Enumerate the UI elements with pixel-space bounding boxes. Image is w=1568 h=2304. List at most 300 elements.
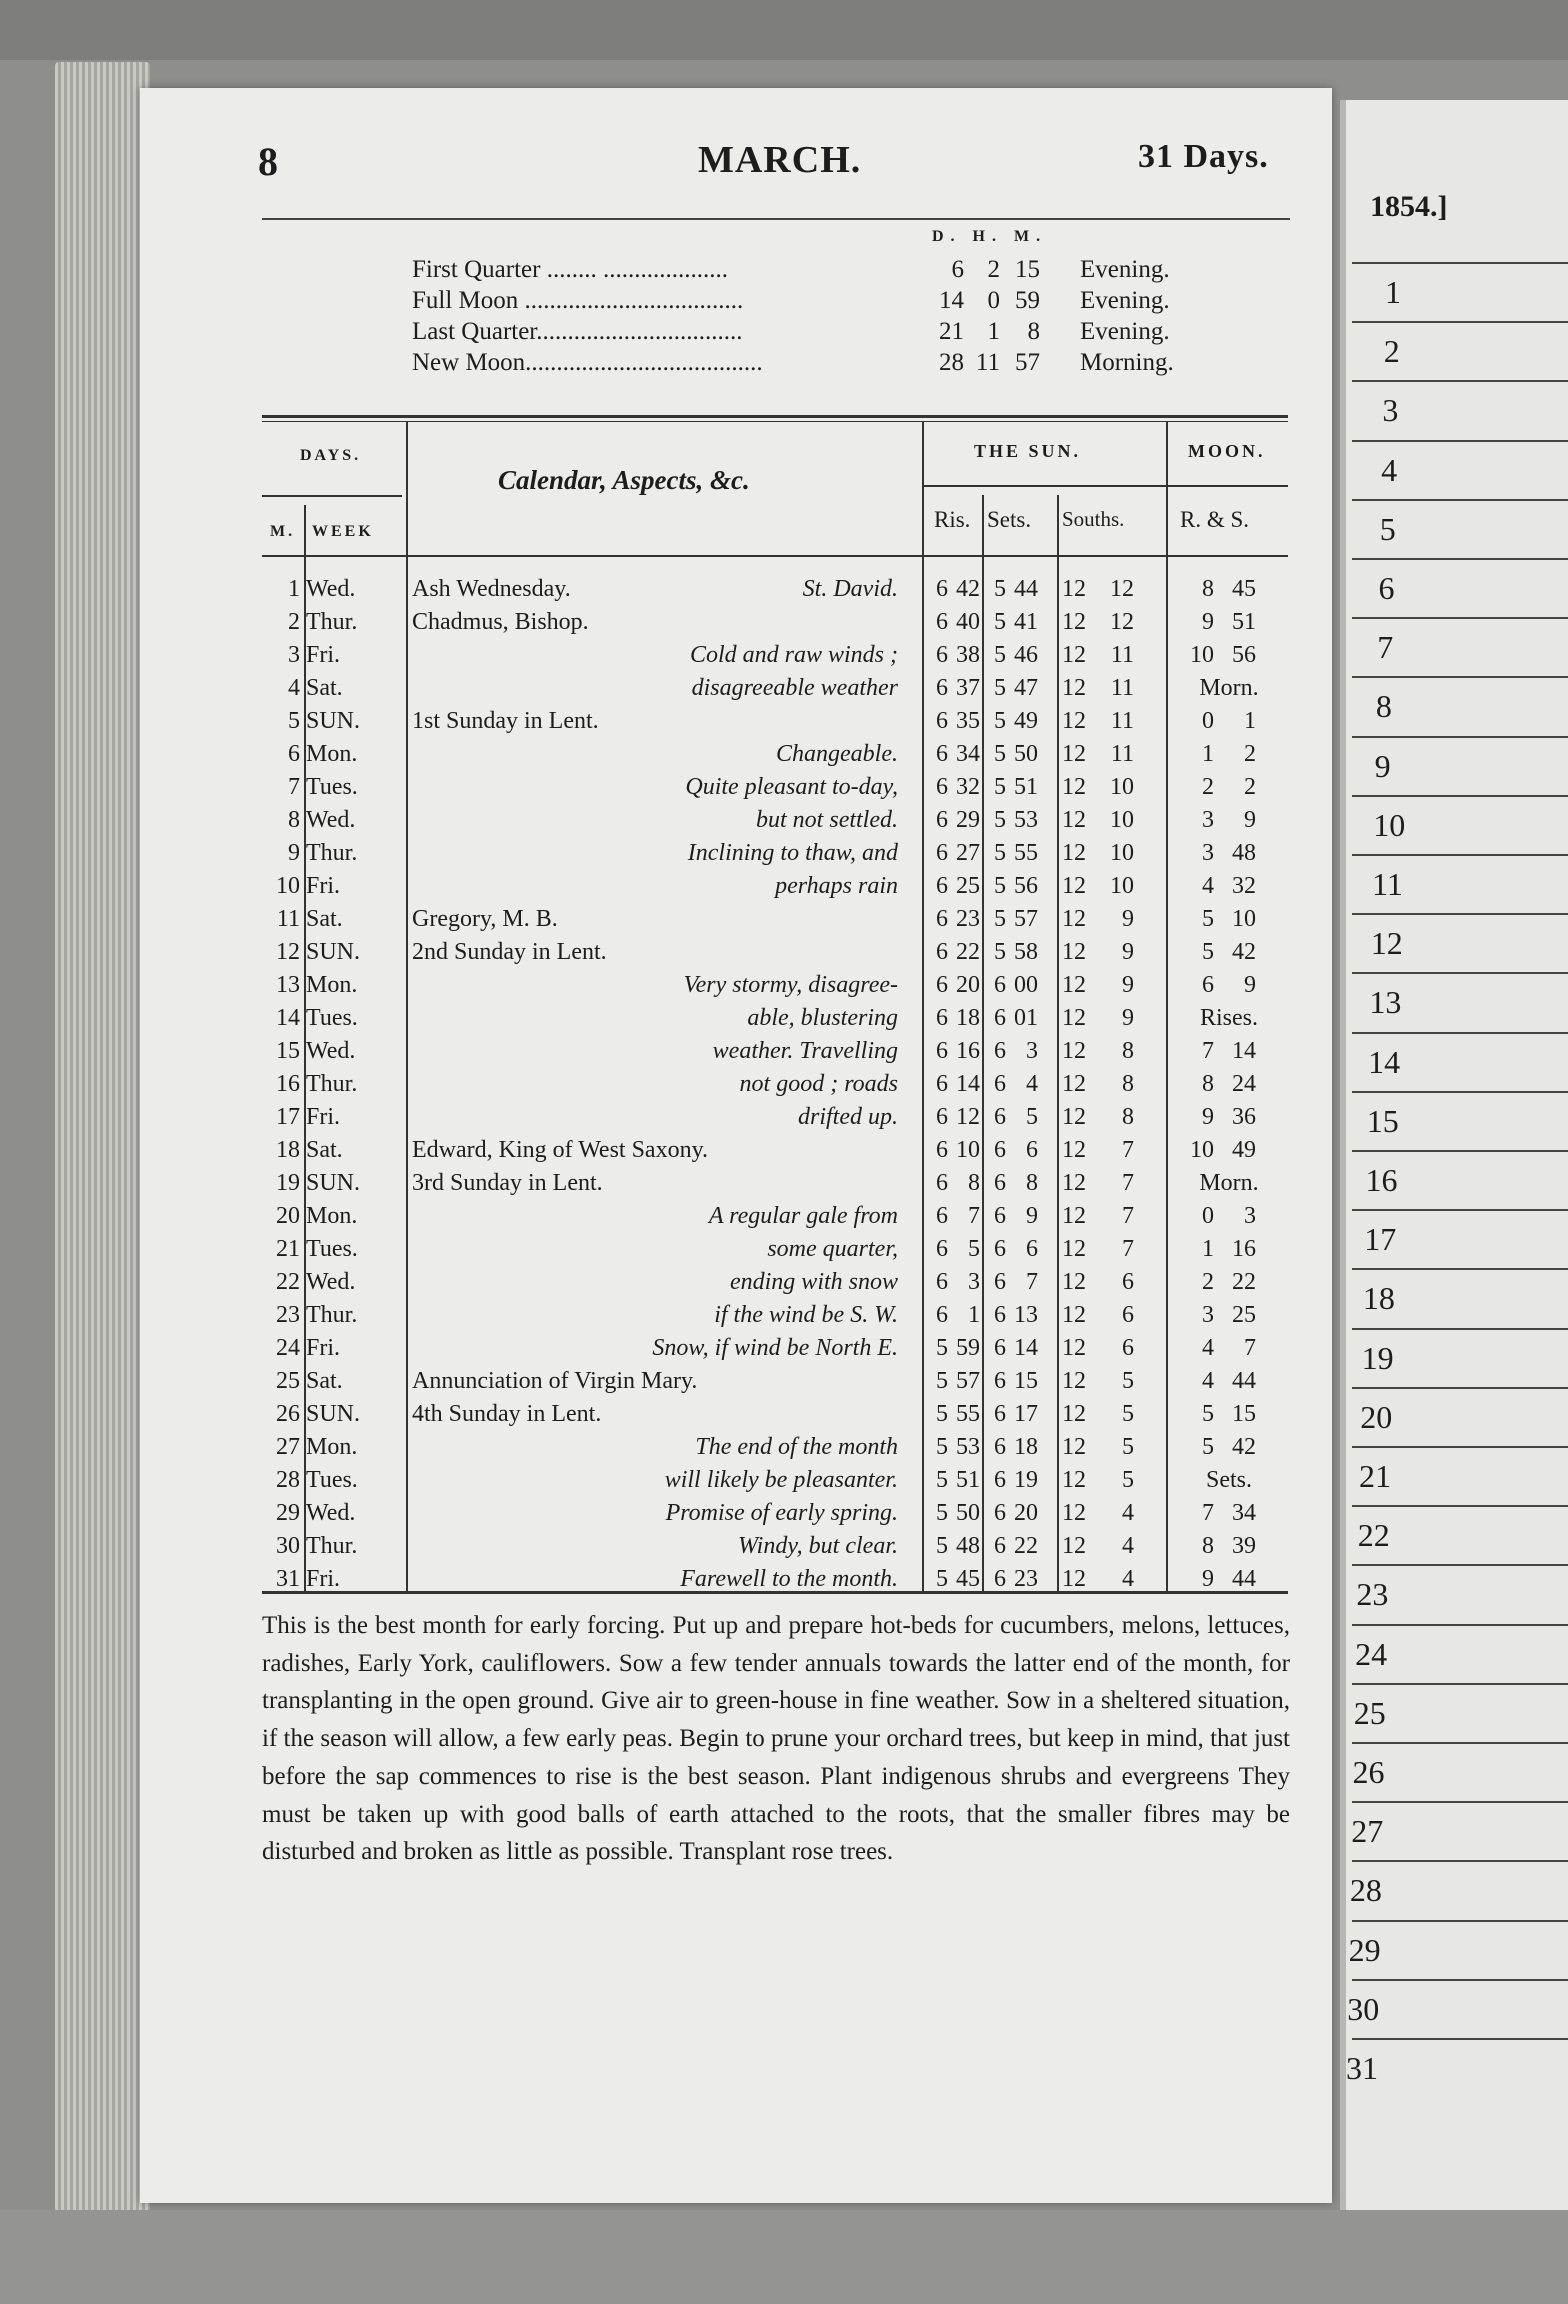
phase-time: Evening. <box>1080 256 1170 283</box>
phase-row <box>412 287 1232 319</box>
phase-minute: 59 <box>1015 287 1040 314</box>
weekday: Mon. <box>306 741 358 767</box>
sunset-hour: 6 <box>994 1401 1006 1427</box>
phase-hour: 0 <box>987 287 1000 314</box>
facing-page-rule <box>1352 1446 1568 1448</box>
sunrise-hour: 5 <box>936 1434 948 1460</box>
weather-note: drifted up. <box>798 1104 898 1130</box>
facing-page-day-number: 27 <box>1351 1813 1384 1850</box>
sunset-hour: 6 <box>994 1104 1006 1130</box>
facing-page-rule <box>1352 795 1568 797</box>
day-of-month: 29 <box>276 1500 300 1526</box>
calendar-row <box>262 1299 1288 1332</box>
souths-minute: 7 <box>1122 1137 1134 1163</box>
souths-minute: 10 <box>1110 774 1134 800</box>
weekday: Sat. <box>306 1368 343 1394</box>
phase-hour: 2 <box>987 256 1000 283</box>
days-header: DAYS. <box>300 447 362 464</box>
souths-hour: 12 <box>1062 774 1086 800</box>
facing-page-rule <box>1352 1032 1568 1034</box>
sunrise-minute: 27 <box>956 840 980 866</box>
sunrise-hour: 6 <box>936 576 948 602</box>
weekday: Fri. <box>306 1104 341 1130</box>
moon-hour: 5 <box>1202 906 1214 932</box>
calendar-row <box>262 771 1288 804</box>
day-of-month: 18 <box>276 1137 300 1163</box>
calendar-row <box>262 1398 1288 1431</box>
facing-page-day-number: 26 <box>1352 1754 1385 1790</box>
weather-note: Promise of early spring. <box>665 1500 898 1526</box>
souths-minute: 7 <box>1122 1236 1134 1262</box>
table-top-rule-thin <box>262 421 1288 422</box>
calendar-entry: Ash Wednesday. <box>412 576 571 602</box>
sunset-minute: 58 <box>1014 939 1038 965</box>
facing-page-rule <box>1352 1387 1568 1389</box>
moon-minute: 34 <box>1232 1500 1256 1526</box>
facing-page-rule <box>1352 913 1568 915</box>
moon-hour: 8 <box>1202 1533 1214 1559</box>
calendar-entry: 4th Sunday in Lent. <box>412 1401 602 1427</box>
weekday: Wed. <box>306 1038 356 1064</box>
souths-minute: 9 <box>1122 1005 1134 1031</box>
moon-hour: 2 <box>1202 1269 1214 1295</box>
facing-page-rule <box>1352 1979 1568 1981</box>
sunset-minute: 4 <box>1026 1071 1038 1097</box>
phase-row <box>412 318 1232 350</box>
souths-hour: 12 <box>1062 708 1086 734</box>
sunrise-hour: 5 <box>936 1368 948 1394</box>
sunset-hour: 5 <box>994 675 1006 701</box>
sunset-minute: 00 <box>1014 972 1038 998</box>
phase-name: First Quarter ........ .................... <box>412 256 728 283</box>
sunset-hour: 6 <box>994 1434 1006 1460</box>
facing-page-day-number: 18 <box>1362 1280 1395 1317</box>
souths-minute: 8 <box>1122 1071 1134 1097</box>
day-of-month: 5 <box>288 708 300 734</box>
facing-page-day-number: 13 <box>1369 984 1402 1021</box>
sunrise-hour: 5 <box>936 1533 948 1559</box>
calendar-entry: Gregory, M. B. <box>412 906 558 932</box>
facing-page-rule <box>1352 1683 1568 1685</box>
day-of-month: 26 <box>276 1401 300 1427</box>
page-number: 8 <box>258 139 278 184</box>
moon-minute: 9 <box>1244 972 1256 998</box>
weather-note: if the wind be S. W. <box>714 1302 898 1328</box>
sunset-minute: 55 <box>1014 840 1038 866</box>
moon-minute: 42 <box>1232 939 1256 965</box>
sunrise-minute: 3 <box>968 1269 980 1295</box>
calendar-row <box>262 837 1288 870</box>
sunset-hour: 6 <box>994 1038 1006 1064</box>
calendar-row <box>262 1233 1288 1266</box>
sunset-minute: 8 <box>1026 1170 1038 1196</box>
sunset-minute: 6 <box>1026 1137 1038 1163</box>
phase-hour: 11 <box>975 349 1000 376</box>
weather-note: Snow, if wind be North E. <box>652 1335 898 1361</box>
sunset-minute: 44 <box>1014 576 1038 602</box>
moon-minute: 44 <box>1232 1368 1256 1394</box>
sunrise-minute: 53 <box>956 1434 980 1460</box>
sunset-minute: 14 <box>1014 1335 1038 1361</box>
calendar-row <box>262 1167 1288 1200</box>
sunset-minute: 50 <box>1014 741 1038 767</box>
moon-hour: 0 <box>1202 708 1214 734</box>
weekday-header: WEEK <box>312 523 374 540</box>
sunrise-minute: 51 <box>956 1467 980 1493</box>
sunset-hour: 6 <box>994 1170 1006 1196</box>
calendar-row <box>262 1200 1288 1233</box>
facing-page-rule <box>1352 736 1568 738</box>
souths-minute: 10 <box>1110 807 1134 833</box>
sunrise-minute: 1 <box>968 1302 980 1328</box>
souths-hour: 12 <box>1062 972 1086 998</box>
souths-header: Souths. <box>1062 507 1125 531</box>
facing-page-rule <box>1352 2038 1568 2040</box>
weekday: Fri. <box>306 1566 341 1592</box>
phase-day: 28 <box>939 349 964 376</box>
souths-hour: 12 <box>1062 1104 1086 1130</box>
day-of-month: 2 <box>288 609 300 635</box>
weather-note: perhaps rain <box>775 873 898 899</box>
day-of-month: 13 <box>276 972 300 998</box>
calendar-entry: Chadmus, Bishop. <box>412 609 589 635</box>
moon-hour: 0 <box>1202 1203 1214 1229</box>
day-of-month: 25 <box>276 1368 300 1394</box>
sunset-hour: 6 <box>994 1566 1006 1592</box>
moon-hour: 3 <box>1202 840 1214 866</box>
souths-hour: 12 <box>1062 1467 1086 1493</box>
sunset-minute: 15 <box>1014 1368 1038 1394</box>
sunset-hour: 5 <box>994 774 1006 800</box>
souths-hour: 12 <box>1062 807 1086 833</box>
calendar-row <box>262 1002 1288 1035</box>
phase-hour: 1 <box>987 318 1000 345</box>
day-of-month: 10 <box>276 873 300 899</box>
day-of-month: 3 <box>288 642 300 668</box>
weekday: Sat. <box>306 1137 343 1163</box>
moon-minute: 1 <box>1244 708 1256 734</box>
table-top-rule <box>262 415 1288 418</box>
moon-minute: 7 <box>1244 1335 1256 1361</box>
day-of-month: 21 <box>276 1236 300 1262</box>
sunrise-hour: 6 <box>936 774 948 800</box>
facing-page-day-number: 11 <box>1372 866 1403 902</box>
calendar-row <box>262 870 1288 903</box>
sunset-minute: 3 <box>1026 1038 1038 1064</box>
facing-page-rule <box>1352 676 1568 678</box>
moon-minute: 42 <box>1232 1434 1256 1460</box>
sunset-hour: 5 <box>994 642 1006 668</box>
sunset-minute: 51 <box>1014 774 1038 800</box>
facing-page-day-number: 21 <box>1359 1458 1391 1494</box>
souths-hour: 12 <box>1062 642 1086 668</box>
sunset-hour: 6 <box>994 1500 1006 1526</box>
sunset-minute: 6 <box>1026 1236 1038 1262</box>
weather-note: able, blustering <box>747 1005 898 1031</box>
moon-hour: 5 <box>1202 939 1214 965</box>
weather-note: Farewell to the month. <box>680 1566 898 1592</box>
sunset-hour: 6 <box>994 1071 1006 1097</box>
facing-page-rule <box>1352 972 1568 974</box>
souths-hour: 12 <box>1062 1533 1086 1559</box>
calendar-row <box>262 903 1288 936</box>
sunset-minute: 23 <box>1014 1566 1038 1592</box>
souths-minute: 9 <box>1122 906 1134 932</box>
facing-page-rule <box>1352 380 1568 382</box>
sun-header: THE SUN. <box>974 441 1082 461</box>
sunrise-hour: 6 <box>936 1236 948 1262</box>
weather-note: Changeable. <box>776 741 898 767</box>
sunrise-minute: 8 <box>968 1170 980 1196</box>
sunrise-minute: 10 <box>956 1137 980 1163</box>
weekday: Thur. <box>306 609 358 635</box>
facing-page-day-number: 14 <box>1368 1043 1401 1080</box>
facing-page-rule <box>1352 1742 1568 1744</box>
facing-page-rule <box>1352 854 1568 856</box>
weekday: Tues. <box>306 1005 358 1031</box>
moon-minute: 16 <box>1232 1236 1256 1262</box>
sunrise-minute: 20 <box>956 972 980 998</box>
weekday: Sat. <box>306 906 343 932</box>
sunset-minute: 22 <box>1014 1533 1038 1559</box>
weekday: Wed. <box>306 1269 356 1295</box>
calendar-entry: 1st Sunday in Lent. <box>412 708 599 734</box>
sunset-minute: 5 <box>1026 1104 1038 1130</box>
facing-page-rule <box>1352 1209 1568 1211</box>
weather-note: Quite pleasant to-day, <box>685 774 898 800</box>
weather-note: but not settled. <box>756 807 898 833</box>
moon-minute: 36 <box>1232 1104 1256 1130</box>
sunset-hour: 6 <box>994 1335 1006 1361</box>
souths-hour: 12 <box>1062 1005 1086 1031</box>
day-of-month: 20 <box>276 1203 300 1229</box>
sunrise-hour: 6 <box>936 1038 948 1064</box>
phase-row <box>412 349 1232 381</box>
souths-minute: 5 <box>1122 1368 1134 1394</box>
moon-minute: 25 <box>1232 1302 1256 1328</box>
sunrise-hour: 6 <box>936 939 948 965</box>
souths-minute: 11 <box>1110 642 1134 668</box>
day-of-month: 12 <box>276 939 300 965</box>
souths-minute: 4 <box>1122 1566 1134 1592</box>
sunrise-header: Ris. <box>934 507 971 532</box>
day-of-month: 4 <box>288 675 300 701</box>
sunset-minute: 17 <box>1014 1401 1038 1427</box>
calendar-aspects-header: Calendar, Aspects, &c. <box>498 465 750 495</box>
facing-page-rule <box>1352 262 1568 264</box>
sunrise-hour: 6 <box>936 1203 948 1229</box>
calendar-row <box>262 573 1288 606</box>
facing-page-day-number: 16 <box>1365 1162 1398 1198</box>
day-of-month: 30 <box>276 1533 300 1559</box>
sunrise-hour: 6 <box>936 642 948 668</box>
souths-minute: 5 <box>1122 1401 1134 1427</box>
phase-time: Morning. <box>1080 349 1174 376</box>
calendar-row <box>262 1068 1288 1101</box>
moon-minute: 24 <box>1232 1071 1256 1097</box>
souths-hour: 12 <box>1062 609 1086 635</box>
sunrise-hour: 6 <box>936 906 948 932</box>
sunrise-hour: 6 <box>936 807 948 833</box>
souths-hour: 12 <box>1062 675 1086 701</box>
sunrise-hour: 6 <box>936 1071 948 1097</box>
calendar-row <box>262 738 1288 771</box>
sunset-hour: 6 <box>994 1269 1006 1295</box>
weather-note: weather. Travelling <box>712 1038 898 1064</box>
facing-page-day-number: 30 <box>1347 1990 1380 2027</box>
sunset-minute: 47 <box>1014 675 1038 701</box>
sunrise-minute: 22 <box>956 939 980 965</box>
sunrise-hour: 6 <box>936 609 948 635</box>
sunrise-minute: 14 <box>956 1071 980 1097</box>
moon-hour: 8 <box>1202 1071 1214 1097</box>
sunrise-hour: 5 <box>936 1401 948 1427</box>
facing-page-rule <box>1352 1801 1568 1803</box>
facing-page-day-number: 12 <box>1370 925 1403 962</box>
moon-hour: 4 <box>1202 1335 1214 1361</box>
moon-minute: 9 <box>1244 807 1256 833</box>
sunrise-hour: 6 <box>936 708 948 734</box>
day-of-month: 11 <box>276 906 300 932</box>
sunset-minute: 01 <box>1014 1005 1038 1031</box>
facing-page-day-number: 17 <box>1364 1221 1397 1258</box>
moon-event: Sets. <box>1205 1467 1252 1493</box>
header-split-rule <box>922 485 1288 487</box>
day-of-month: 14 <box>276 1005 300 1031</box>
weather-note: some quarter, <box>767 1236 898 1262</box>
weekday: Wed. <box>306 807 356 833</box>
sunrise-minute: 48 <box>956 1533 980 1559</box>
souths-minute: 5 <box>1122 1467 1134 1493</box>
souths-hour: 12 <box>1062 1170 1086 1196</box>
sunset-hour: 6 <box>994 1236 1006 1262</box>
moon-hour: 7 <box>1202 1038 1214 1064</box>
calendar-row <box>262 1497 1288 1530</box>
sunrise-minute: 25 <box>956 873 980 899</box>
calendar-row <box>262 1134 1288 1167</box>
day-of-month: 27 <box>276 1434 300 1460</box>
moon-minute: 44 <box>1232 1566 1256 1592</box>
moon-event: Morn. <box>1199 1170 1259 1196</box>
sunrise-hour: 6 <box>936 675 948 701</box>
sunset-header: Sets. <box>987 507 1032 532</box>
souths-hour: 12 <box>1062 1368 1086 1394</box>
souths-hour: 12 <box>1062 1434 1086 1460</box>
weekday: Sat. <box>306 675 343 701</box>
calendar-row <box>262 639 1288 672</box>
weekday: Fri. <box>306 873 341 899</box>
book-page-edges <box>55 62 150 2212</box>
souths-hour: 12 <box>1062 939 1086 965</box>
moon-minute: 14 <box>1232 1038 1256 1064</box>
souths-minute: 12 <box>1110 609 1134 635</box>
phase-day: 6 <box>951 256 964 283</box>
sunrise-hour: 6 <box>936 840 948 866</box>
sunrise-minute: 55 <box>956 1401 980 1427</box>
sunset-minute: 56 <box>1014 873 1038 899</box>
facing-page-day-number: 1 <box>1385 274 1401 310</box>
day-of-month: 22 <box>276 1269 300 1295</box>
sunset-minute: 7 <box>1026 1269 1038 1295</box>
sunset-hour: 6 <box>994 1533 1006 1559</box>
day-of-month: 7 <box>288 774 300 800</box>
souths-hour: 12 <box>1062 741 1086 767</box>
calendar-entry: 3rd Sunday in Lent. <box>412 1170 603 1196</box>
facing-page-rule <box>1352 1150 1568 1152</box>
facing-page-day-number: 15 <box>1366 1102 1399 1139</box>
calendar-row <box>262 1464 1288 1497</box>
weekday: Thur. <box>306 1071 358 1097</box>
facing-page-year: 1854.] <box>1370 190 1448 223</box>
phase-time: Evening. <box>1080 287 1170 314</box>
facing-page-rule <box>1352 1860 1568 1862</box>
facing-page-rule <box>1352 617 1568 619</box>
facing-page-day-number: 20 <box>1360 1398 1393 1435</box>
facing-page-rule <box>1352 499 1568 501</box>
sunrise-minute: 29 <box>956 807 980 833</box>
sunset-minute: 13 <box>1014 1302 1038 1328</box>
scan-background-bottom <box>0 2210 1568 2304</box>
souths-minute: 12 <box>1110 576 1134 602</box>
souths-hour: 12 <box>1062 1269 1086 1295</box>
facing-page-rule <box>1352 1268 1568 1270</box>
sunset-hour: 5 <box>994 873 1006 899</box>
souths-hour: 12 <box>1062 1401 1086 1427</box>
moon-hour: 4 <box>1202 873 1214 899</box>
moon-hour: 2 <box>1202 774 1214 800</box>
moon-header: MOON. <box>1188 441 1266 461</box>
phase-row <box>412 256 1232 288</box>
moon-hour: 1 <box>1202 741 1214 767</box>
weekday: Mon. <box>306 972 358 998</box>
moon-minute: 39 <box>1232 1533 1256 1559</box>
calendar-row <box>262 1101 1288 1134</box>
weekday: Tues. <box>306 1467 358 1493</box>
weather-note: ending with snow <box>729 1269 898 1295</box>
souths-minute: 6 <box>1122 1335 1134 1361</box>
calendar-entry: Annunciation of Virgin Mary. <box>412 1368 698 1394</box>
souths-hour: 12 <box>1062 873 1086 899</box>
moon-event: Rises. <box>1199 1005 1258 1031</box>
facing-page-day-number: 4 <box>1381 451 1398 488</box>
sunrise-hour: 6 <box>936 741 948 767</box>
weekday: SUN. <box>306 1401 361 1427</box>
sunrise-hour: 6 <box>936 1302 948 1328</box>
sunrise-minute: 40 <box>956 609 980 635</box>
souths-minute: 5 <box>1122 1434 1134 1460</box>
calendar-row <box>262 804 1288 837</box>
weather-note: not good ; roads <box>739 1071 898 1097</box>
souths-hour: 12 <box>1062 1500 1086 1526</box>
sunrise-minute: 59 <box>956 1335 980 1361</box>
souths-minute: 8 <box>1122 1104 1134 1130</box>
sunrise-minute: 45 <box>956 1566 980 1592</box>
phase-minute: 57 <box>1015 349 1040 376</box>
souths-minute: 7 <box>1122 1203 1134 1229</box>
calendar-entry: Edward, King of West Saxony. <box>412 1137 709 1163</box>
moon-minute: 15 <box>1232 1401 1256 1427</box>
sunset-hour: 6 <box>994 1203 1006 1229</box>
sunset-hour: 5 <box>994 741 1006 767</box>
sunset-hour: 6 <box>994 1368 1006 1394</box>
souths-hour: 12 <box>1062 1137 1086 1163</box>
sunset-hour: 5 <box>994 576 1006 602</box>
sunrise-hour: 6 <box>936 873 948 899</box>
souths-minute: 9 <box>1122 939 1134 965</box>
day-of-month: 23 <box>276 1302 300 1328</box>
weekday: Thur. <box>306 840 358 866</box>
calendar-row <box>262 1563 1288 1596</box>
